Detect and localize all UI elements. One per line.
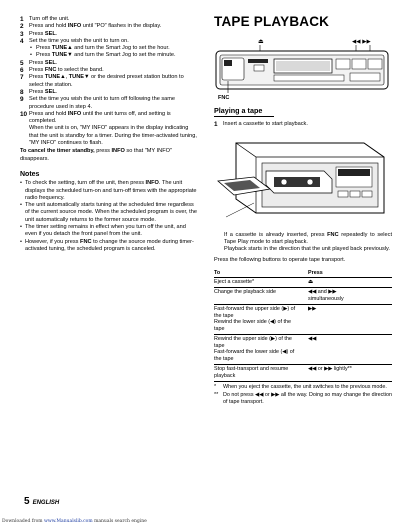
rew-ff-label: ◀◀ ▶▶	[352, 39, 371, 45]
page-number: 5	[24, 496, 30, 507]
fnc-label: FNC	[218, 95, 230, 101]
timer-step	[20, 89, 198, 96]
footnote-text: Do not press ◀◀ or ▶▶ all the way. Doing so may change the direction of tape transport.	[223, 392, 392, 405]
text-run: Press	[29, 74, 45, 81]
text-run: .	[55, 30, 58, 37]
footnote-text: When you eject the cassette, the unit switches to the previous mode.	[223, 383, 387, 390]
timer-instructions-column	[20, 16, 198, 253]
step-text	[29, 31, 198, 38]
section-title: TAPE PLAYBACK	[214, 14, 330, 29]
text-run: SEL	[44, 30, 56, 37]
timer-step	[20, 60, 198, 67]
text-run: SEL	[44, 88, 56, 95]
text-run: TUNE▼	[68, 74, 90, 81]
text-run: INFO	[67, 23, 82, 30]
step-number: 1	[20, 16, 24, 23]
text-run: . The unit displays the scheduled turn-on and turn-off times with the appropriate radio frequency.	[25, 180, 197, 201]
header-press: Press	[308, 269, 392, 278]
cell-line: ◀◀ or ▶▶ lightly**	[308, 365, 352, 372]
step-text	[29, 23, 198, 30]
cell-press	[308, 278, 392, 288]
download-link[interactable]: www.Manualslib.com	[43, 519, 93, 524]
note-text	[25, 239, 198, 254]
text-run: SEL	[44, 59, 56, 66]
cassette-insert-figure	[214, 133, 392, 229]
text-run: Turn off the unit.	[29, 16, 70, 22]
step-text	[29, 60, 198, 67]
text-run: and turn the Smart Jog to set the minute.	[72, 52, 176, 59]
note-text	[25, 180, 198, 202]
step-text	[29, 38, 198, 45]
timer-step	[20, 16, 198, 23]
cell-line: Fast-forward the lower side (◀) of the tape	[214, 349, 295, 362]
text-run: until the unit turns off, and setting is completed.	[29, 110, 171, 125]
step-number: 6	[20, 67, 24, 75]
note-item	[20, 180, 198, 202]
cell-line: Fast-forward the upper side (▶) of the tape	[214, 306, 296, 319]
step-number: 3	[20, 30, 24, 38]
timer-step	[20, 23, 198, 30]
front-panel-figure	[214, 35, 392, 101]
text-run: or the desired preset station button to select the station.	[29, 74, 184, 88]
table-row	[214, 288, 392, 305]
playing-tape-heading: Playing a tape	[214, 107, 274, 117]
tape-transport-table	[214, 269, 392, 382]
cassette-insert-drawing	[214, 133, 392, 229]
table-row	[214, 335, 392, 365]
timer-step	[20, 96, 198, 111]
timer-step	[20, 31, 198, 38]
timer-step	[20, 111, 198, 126]
playing-step-text: Insert a cassette to start playback.	[223, 121, 308, 128]
eject-label: ⏏	[258, 38, 264, 45]
page-footer	[24, 496, 59, 507]
step-number: 5	[20, 59, 24, 67]
text-run: To cancel the timer standby,	[20, 148, 97, 155]
note-text	[25, 202, 198, 224]
text-run: press	[96, 148, 112, 155]
text-run: Press and hold	[29, 23, 68, 30]
step-number: 4	[20, 37, 24, 45]
cell-press	[308, 335, 392, 365]
text-run: .	[55, 88, 58, 95]
text-run: Set the time you wish the unit to turn off following the same procedure used in step 4.	[29, 96, 176, 110]
text-run: If a cassette is already inserted, press	[224, 231, 328, 238]
bullet-dot: •	[20, 224, 22, 231]
text-run: The timer setting remains in effect when you turn off the unit, and even if you detach the front panel from the unit.	[25, 224, 186, 238]
text-run: so that "MY INFO" disappears.	[20, 148, 172, 162]
timer-step	[20, 74, 198, 89]
step-number: 2	[20, 23, 24, 31]
timer-step	[20, 38, 198, 45]
cell-line: ▶▶	[308, 306, 317, 313]
text-run: INFO	[145, 180, 159, 187]
table-row	[214, 278, 392, 288]
note-item	[20, 239, 198, 254]
cell-press	[308, 305, 392, 335]
cell-line: Rewind the lower side (◀) of the tape	[214, 319, 291, 332]
note-item	[20, 224, 198, 239]
cell-press	[308, 364, 392, 381]
text-run: Press	[29, 67, 45, 74]
step-number: 10	[20, 110, 28, 118]
step10-extra: When the unit is on, "MY INFO" appears in the display indicating that the unit is standby for a timer. During the timer-activated tuning, "MY INFO" continues to flash.	[29, 125, 197, 147]
cell-line: Stop fast-transport and resume playback	[214, 365, 289, 379]
text-run: ,	[65, 74, 69, 81]
footnote-mark: *	[214, 383, 217, 390]
cell-to	[214, 278, 308, 288]
download-credit	[2, 519, 147, 524]
step-text	[29, 89, 198, 96]
text-run: The unit automatically starts tuning at the scheduled time regardless of the current source mode. When the scheduled program is over, the unit automatically returns to the former source mode.	[25, 202, 197, 223]
text-run: until "PO" flashes in the display.	[81, 23, 162, 30]
step-text	[29, 96, 198, 111]
step-number: 8	[20, 88, 24, 96]
cell-to	[214, 364, 308, 381]
text-run: .	[55, 59, 58, 66]
cell-line: Eject a cassette*	[214, 279, 255, 286]
playing-step-number: 1	[214, 121, 218, 129]
footnotes	[214, 384, 392, 406]
text-run: Press	[36, 45, 52, 52]
cell-to	[214, 305, 308, 335]
table-row	[214, 364, 392, 381]
step-number: 9	[20, 96, 24, 104]
text-run: FNC	[327, 231, 339, 238]
text-run: Press	[36, 52, 52, 59]
bullet-dot: •	[20, 238, 22, 245]
step4-bullet	[20, 45, 198, 52]
text-run: Press	[29, 59, 45, 66]
notes-list	[20, 180, 198, 253]
text-run: to select the band.	[56, 67, 104, 74]
playback-direction-note: Playback starts in the direction that the unit played back previously.	[224, 246, 390, 253]
text-run: To check the setting, turn off the unit, then press	[25, 180, 146, 187]
text-run: INFO	[111, 148, 125, 155]
footnote-mark: **	[214, 392, 219, 399]
text-run: However, if you press	[25, 238, 81, 245]
already-inserted-note	[214, 232, 392, 247]
cell-line: ⏏	[308, 279, 314, 286]
text-run: TUNE▼	[51, 52, 73, 59]
step-text	[29, 74, 198, 89]
step-text	[29, 111, 198, 126]
playing-step	[214, 121, 392, 128]
cancel-timer-text	[20, 148, 198, 163]
download-suffix: manuals search engine	[92, 519, 147, 524]
bullet-dot: •	[20, 202, 22, 209]
text-run: repeatedly to select Tape Play mode to start playback.	[224, 231, 392, 245]
bullet-text	[36, 52, 198, 59]
cell-line: ◀◀ and ▶▶	[308, 289, 337, 296]
timer-step	[20, 67, 198, 74]
download-prefix: Downloaded from	[2, 519, 44, 524]
text-run: FNC	[44, 67, 57, 74]
text-run: TUNE▲	[44, 74, 66, 81]
cell-to	[214, 335, 308, 365]
text-run: Press and hold	[29, 110, 68, 117]
language-label: ENGLISH	[32, 500, 60, 506]
text-run: Press	[29, 88, 45, 95]
table-row	[214, 305, 392, 335]
table-header-row	[214, 269, 392, 278]
tape-playback-column	[214, 14, 392, 405]
note-text	[25, 224, 198, 239]
bullet-dot: •	[20, 180, 22, 187]
step-text	[29, 16, 198, 23]
table-intro: Press the following buttons to operate tape transport.	[214, 257, 346, 264]
text-run: Press	[29, 30, 45, 37]
footnote	[214, 392, 392, 405]
bullet-text	[36, 45, 198, 52]
note-item	[20, 202, 198, 224]
notes-heading: Notes	[20, 170, 40, 178]
step-number: 7	[20, 74, 24, 82]
step4-bullet	[20, 52, 198, 59]
front-panel-drawing	[214, 35, 392, 101]
text-run: TUNE▲	[51, 45, 73, 52]
bullet-dot: •	[30, 52, 32, 59]
footnote	[214, 384, 392, 391]
text-run: to change the source mode during timer-activated tuning, the scheduled program is canceled.	[25, 238, 194, 252]
cell-to	[214, 288, 308, 305]
text-run: INFO	[67, 110, 82, 117]
bullet-dot: •	[30, 45, 32, 52]
text-run: FNC	[80, 238, 92, 245]
cell-line: Change the playback side	[214, 289, 277, 296]
cell-line: Rewind the upper side (▶) of the tape	[214, 336, 292, 349]
header-to: To	[214, 269, 308, 278]
text-run: and turn the Smart Jog to set the hour.	[72, 45, 170, 52]
timer-steps-list	[20, 16, 198, 147]
cell-press	[308, 288, 392, 305]
cell-line: ◀◀	[308, 336, 317, 343]
cell-line: simultaneously	[308, 296, 344, 303]
step-text	[29, 67, 198, 74]
text-run: Set the time you wish the unit to turn on.	[29, 37, 129, 44]
